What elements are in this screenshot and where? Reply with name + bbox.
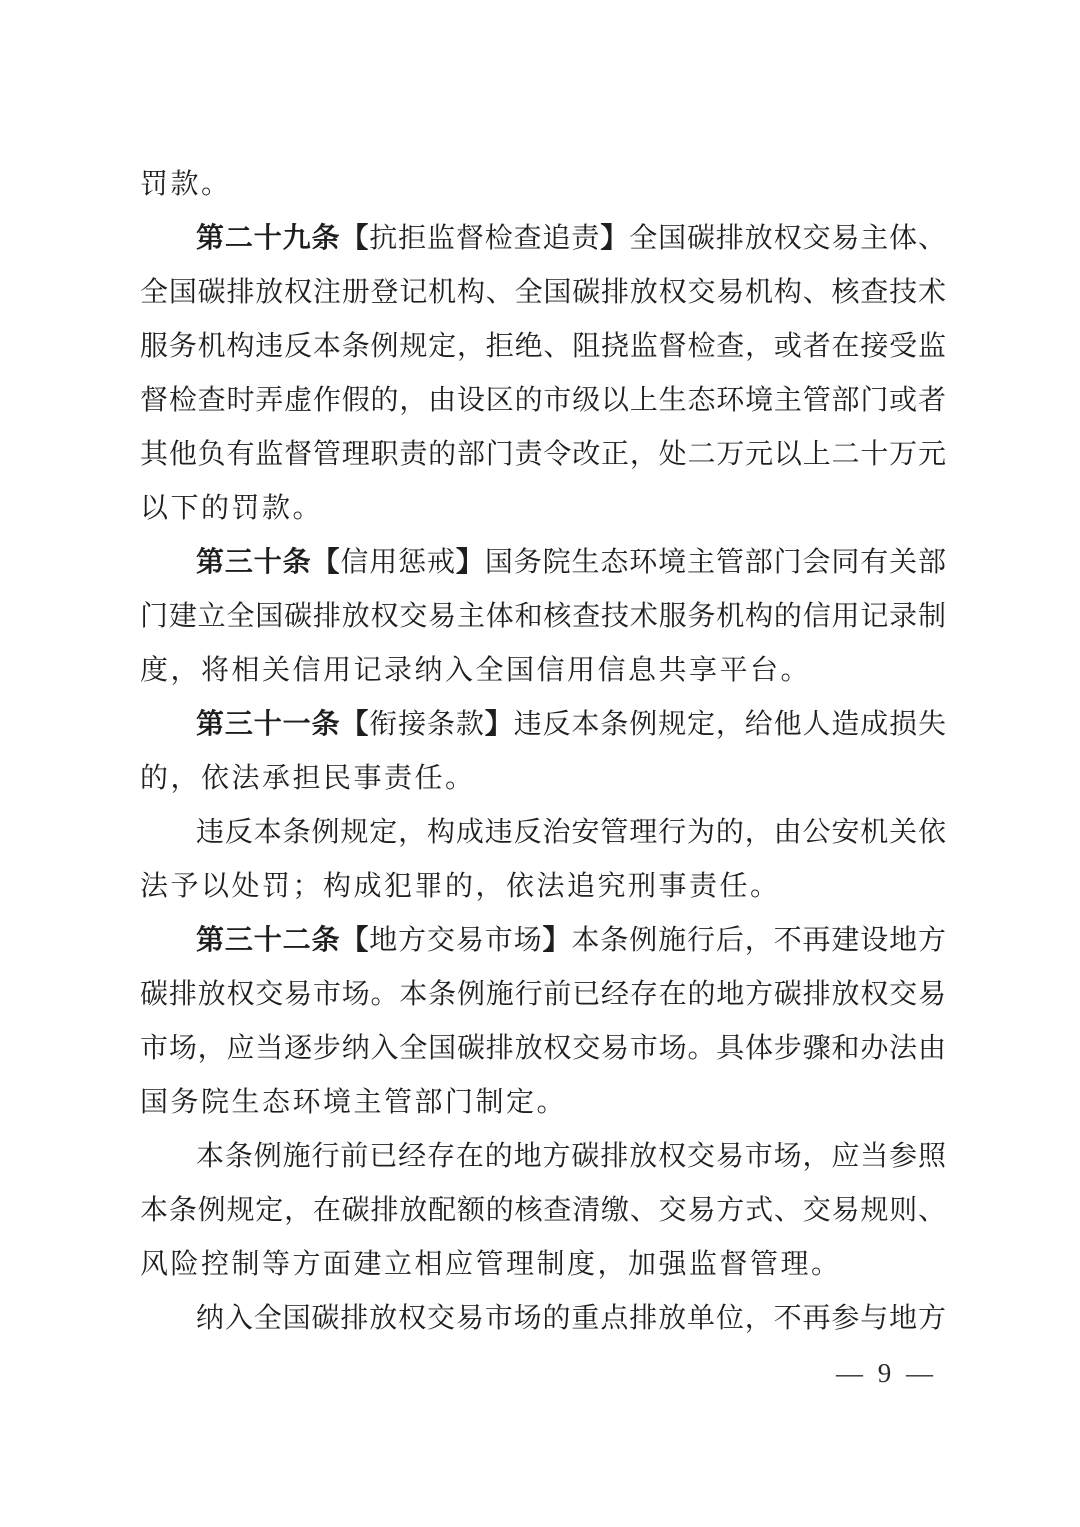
text-segment: 门建立全国碳排放权交易主体和核查技术服务机构的信用记录制 — [140, 601, 946, 632]
text-line-15 — [140, 914, 946, 968]
bold-text-segment: 【 — [340, 925, 370, 956]
page-number: — 9 — — [836, 1358, 937, 1388]
text-segment: 衔接条款 — [369, 709, 485, 740]
text-line-6 — [140, 428, 946, 482]
text-segment: 抗拒监督检查追责 — [369, 223, 601, 254]
bold-text-segment: 【 — [340, 709, 370, 740]
text-segment: 服务机构违反本条例规定，拒绝、阻挠监督检查，或者在接受监 — [140, 331, 946, 362]
text-segment: 本条例施行后，不再建设地方 — [571, 925, 946, 956]
text-segment: 全国碳排放权交易主体、 — [629, 223, 946, 254]
text-segment: 的，依法承担民事责任。 — [140, 763, 476, 794]
text-line-2 — [140, 212, 946, 266]
text-segment: 罚款。 — [140, 169, 232, 200]
text-segment: 地方交易市场 — [369, 925, 543, 956]
text-line-7 — [140, 482, 946, 536]
text-line-11 — [140, 698, 946, 752]
text-segment: 纳入全国碳排放权交易市场的重点排放单位，不再参与地方 — [196, 1303, 946, 1334]
text-line-3 — [140, 266, 946, 320]
text-segment: 全国碳排放权注册登记机构、全国碳排放权交易机构、核查技术 — [140, 277, 946, 308]
text-line-19 — [140, 1130, 946, 1184]
text-line-10 — [140, 644, 946, 698]
bold-text-segment: 第三十一条 — [196, 709, 341, 740]
bold-text-segment: 第二十九条 — [196, 223, 341, 254]
text-line-20 — [140, 1184, 946, 1238]
text-line-14 — [140, 860, 946, 914]
text-line-1 — [140, 158, 946, 212]
bold-text-segment: 】 — [542, 925, 572, 956]
text-segment: 本条例施行前已经存在的地方碳排放权交易市场，应当参照 — [196, 1141, 946, 1172]
text-line-17 — [140, 1022, 946, 1076]
text-segment: 市场，应当逐步纳入全国碳排放权交易市场。具体步骤和办法由 — [140, 1033, 946, 1064]
bold-text-segment: 】 — [455, 547, 485, 578]
bold-text-segment: 【 — [340, 223, 370, 254]
bold-text-segment: 】 — [484, 709, 514, 740]
text-line-4 — [140, 320, 946, 374]
text-segment: 风险控制等方面建立相应管理制度，加强监督管理。 — [140, 1249, 842, 1280]
text-line-8 — [140, 536, 946, 590]
bold-text-segment: 【 — [311, 547, 341, 578]
text-line-12 — [140, 752, 946, 806]
bold-text-segment: 第三十二条 — [196, 925, 341, 956]
document-body — [140, 158, 946, 1346]
text-segment: 碳排放权交易市场。本条例施行前已经存在的地方碳排放权交易 — [140, 979, 946, 1010]
text-segment: 以下的罚款。 — [140, 493, 324, 524]
text-line-9 — [140, 590, 946, 644]
text-segment: 国务院生态环境主管部门会同有关部 — [484, 547, 946, 578]
text-line-16 — [140, 968, 946, 1022]
text-line-13 — [140, 806, 946, 860]
text-line-5 — [140, 374, 946, 428]
text-line-18 — [140, 1076, 946, 1130]
text-segment: 法予以处罚；构成犯罪的，依法追究刑事责任。 — [140, 871, 781, 902]
text-segment: 违反本条例规定，构成违反治安管理行为的，由公安机关依 — [196, 817, 946, 848]
bold-text-segment: 】 — [600, 223, 630, 254]
bold-text-segment: 第三十条 — [196, 547, 312, 578]
text-line-22 — [140, 1292, 946, 1346]
text-segment: 督检查时弄虚作假的，由设区的市级以上生态环境主管部门或者 — [140, 385, 946, 416]
text-segment: 信用惩戒 — [340, 547, 456, 578]
text-segment: 其他负有监督管理职责的部门责令改正，处二万元以上二十万元 — [140, 439, 946, 470]
text-segment: 违反本条例规定，给他人造成损失 — [513, 709, 946, 740]
text-line-21 — [140, 1238, 946, 1292]
text-segment: 国务院生态环境主管部门制定。 — [140, 1087, 568, 1118]
text-segment: 度，将相关信用记录纳入全国信用信息共享平台。 — [140, 655, 812, 686]
text-segment: 本条例规定，在碳排放配额的核查清缴、交易方式、交易规则、 — [140, 1195, 946, 1226]
